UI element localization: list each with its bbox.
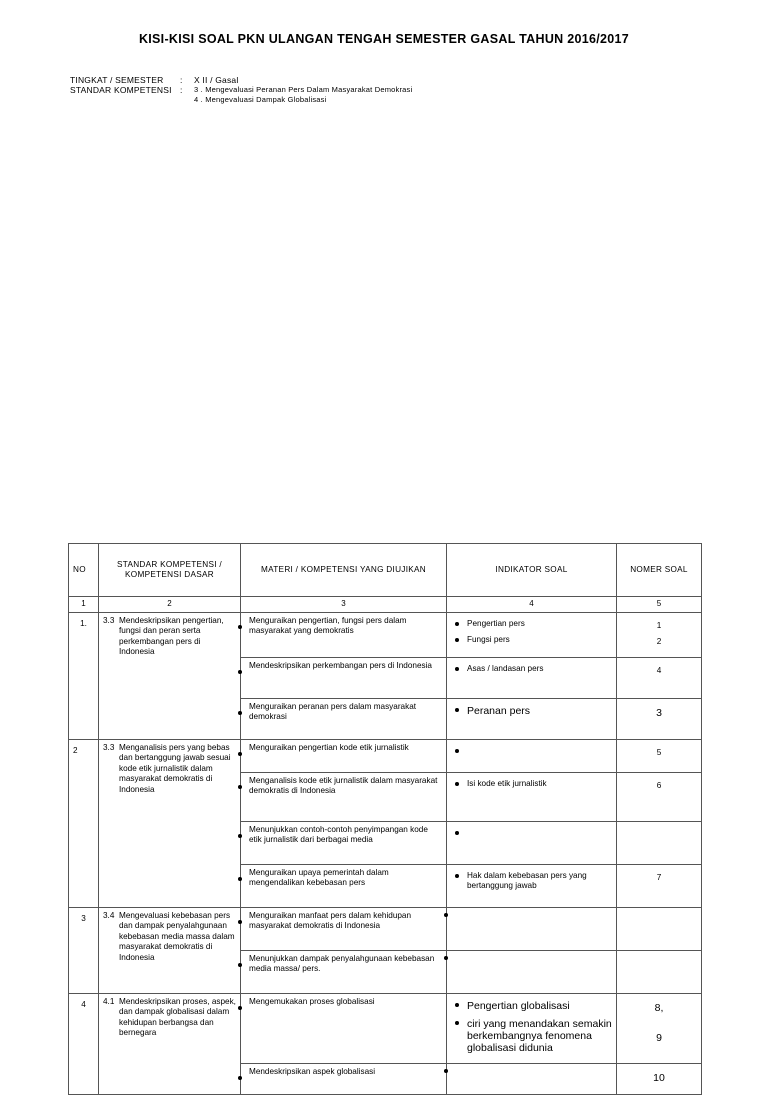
materi-cell: Mendeskripsikan perkembangan pers di Indonesia — [241, 657, 447, 698]
kompetensi-text: Mendeskripsikan proses, aspek, dan dampak globalisasi dalam kehidupan berbangsa dan bernegara — [119, 996, 236, 1037]
nomer-soal: 2 — [656, 637, 662, 646]
standar-value-2: 4 . Mengevaluasi Dampak Globalisasi — [194, 95, 327, 104]
nomer-soal-cell — [617, 907, 702, 950]
indikator-item — [451, 635, 612, 646]
nomer-soal: 10 — [653, 1071, 665, 1084]
bullet-icon — [455, 782, 459, 786]
standar-separator: : — [180, 85, 183, 95]
bullet-icon — [444, 913, 448, 917]
tingkat-label: TINGKAT / SEMESTER — [70, 75, 164, 85]
nomer-soal: 5 — [656, 747, 662, 757]
column-number: 2 — [99, 597, 241, 613]
nomer-soal: 4 — [656, 665, 662, 675]
indikator-cell — [447, 907, 617, 950]
indikator-cell — [447, 772, 617, 821]
kompetensi-code: 3.3 — [103, 742, 115, 752]
document-meta — [70, 75, 412, 105]
indikator-cell — [447, 739, 617, 772]
nomer-soal-cell — [617, 1063, 702, 1094]
indikator-text: Pengertian pers — [467, 618, 525, 628]
nomer-soal: 8, — [654, 1001, 664, 1014]
row-number: 1. — [69, 612, 99, 739]
header-indikator: INDIKATOR SOAL — [447, 544, 617, 597]
standar-value-1: 3 . Mengevaluasi Peranan Pers Dalam Masyarakat Demokrasi — [194, 85, 413, 94]
header-no: NO — [69, 544, 99, 597]
bullet-icon — [444, 1069, 448, 1073]
indikator-text: Pengertian globalisasi — [467, 999, 570, 1012]
standar-kompetensi-cell — [99, 907, 241, 993]
row-number: 2 — [69, 739, 99, 907]
indikator-text: Asas / landasan pers — [467, 663, 544, 673]
standar-kompetensi-cell — [99, 739, 241, 907]
bullet-icon — [455, 638, 459, 642]
indikator-item — [451, 746, 612, 754]
row-number: 4 — [69, 993, 99, 1094]
tingkat-separator: : — [180, 75, 183, 85]
bullet-icon — [455, 622, 459, 626]
kompetensi-text: Mendeskripsikan pengertian, fungsi dan peran serta perkembangan pers di Indonesia — [119, 615, 224, 656]
kisi-kisi-table — [68, 543, 702, 1095]
materi-cell: Menguraikan upaya pemerintah dalam mengendalikan kebebasan pers — [241, 864, 447, 907]
nomer-soal-cell — [617, 821, 702, 864]
nomer-soal-cell — [617, 864, 702, 907]
indikator-item — [451, 828, 612, 836]
kompetensi-code: 4.1 — [103, 996, 115, 1006]
materi-cell: Menganalisis kode etik jurnalistik dalam masyarakat demokratis di Indonesia — [241, 772, 447, 821]
nomer-soal-cell — [617, 739, 702, 772]
nomer-soal-cell — [617, 657, 702, 698]
bullet-icon — [455, 874, 459, 878]
nomer-soal: 7 — [656, 872, 662, 882]
indikator-cell — [447, 698, 617, 739]
table-row — [69, 739, 702, 772]
bullet-icon — [455, 708, 459, 712]
header-materi: MATERI / KOMPETENSI YANG DIUJIKAN — [241, 544, 447, 597]
nomer-soal-cell — [617, 772, 702, 821]
table-row — [69, 993, 702, 1063]
bullet-icon — [444, 956, 448, 960]
indikator-item — [451, 664, 612, 675]
indikator-text: Fungsi pers — [467, 635, 510, 644]
kompetensi-code: 3.3 — [103, 615, 115, 625]
row-number: 3 — [69, 907, 99, 993]
indikator-item — [451, 1000, 612, 1012]
materi-cell: Menguraikan pengertian, fungsi pers dalam masyarakat yang demokratis — [241, 612, 447, 657]
indikator-cell — [447, 612, 617, 657]
indikator-item — [451, 871, 612, 892]
table-row — [69, 612, 702, 657]
indikator-text: Hak dalam kebebasan pers yang bertanggung jawab — [467, 870, 587, 890]
nomer-soal: 6 — [656, 780, 662, 790]
materi-cell: Menunjukkan contoh-contoh penyimpangan kode etik jurnalistik dari berbagai media — [241, 821, 447, 864]
indikator-cell — [447, 993, 617, 1063]
tingkat-value: X II / Gasal — [194, 75, 239, 85]
materi-cell: Mendeskripsikan aspek globalisasi — [241, 1063, 447, 1094]
kompetensi-code: 3.4 — [103, 910, 115, 920]
indikator-cell — [447, 950, 617, 993]
standar-kompetensi-cell — [99, 993, 241, 1094]
nomer-soal: 1 — [656, 620, 662, 630]
column-number: 3 — [241, 597, 447, 613]
nomer-soal: 3 — [656, 706, 662, 719]
column-number: 4 — [447, 597, 617, 613]
indikator-text: Isi kode etik jurnalistik — [467, 778, 547, 788]
materi-cell: Menguraikan pengertian kode etik jurnalistik — [241, 739, 447, 772]
indikator-item — [451, 779, 612, 790]
page-title: KISI-KISI SOAL PKN ULANGAN TENGAH SEMESTER GASAL TAHUN 2016/2017 — [138, 32, 630, 46]
indikator-cell — [447, 1063, 617, 1094]
nomer-soal-cell — [617, 612, 702, 657]
column-number-row — [69, 597, 702, 613]
bullet-icon — [455, 667, 459, 671]
nomer-soal: 9 — [656, 1031, 662, 1044]
header-nomer-soal: NOMER SOAL — [617, 544, 702, 597]
kompetensi-text: Menganalisis pers yang bebas dan bertanggung jawab sesuai kode etik jurnalistik dalam masyarakat demokratis di Indonesia — [119, 742, 231, 794]
materi-cell: Menunjukkan dampak penyalahgunaan kebebasan media massa/ pers. — [241, 950, 447, 993]
indikator-text: ciri yang menandakan semakin berkembangnya fenomena globalisasi didunia — [467, 1017, 612, 1054]
indikator-cell — [447, 864, 617, 907]
indikator-cell — [447, 657, 617, 698]
standar-kompetensi-cell — [99, 612, 241, 739]
column-number: 5 — [617, 597, 702, 613]
bullet-icon — [455, 749, 459, 753]
table-header-row — [69, 544, 702, 597]
materi-cell: Menguraikan manfaat pers dalam kehidupan masyarakat demokratis di Indonesia — [241, 907, 447, 950]
standar-label: STANDAR KOMPETENSI — [70, 85, 172, 95]
bullet-icon — [455, 1003, 459, 1007]
nomer-soal-cell — [617, 698, 702, 739]
nomer-soal-cell — [617, 993, 702, 1063]
table-row — [69, 907, 702, 950]
header-standar-kompetensi: STANDAR KOMPETENSI / KOMPETENSI DASAR — [99, 544, 241, 597]
nomer-soal-cell — [617, 950, 702, 993]
indikator-item — [451, 705, 612, 717]
materi-cell: Mengemukakan proses globalisasi — [241, 993, 447, 1063]
indikator-cell — [447, 821, 617, 864]
materi-cell: Menguraikan peranan pers dalam masyarakat demokrasi — [241, 698, 447, 739]
bullet-icon — [455, 831, 459, 835]
column-number: 1 — [69, 597, 99, 613]
indikator-item — [451, 619, 612, 630]
kompetensi-text: Mengevaluasi kebebasan pers dan dampak penyalahgunaan kebebasan media massa dalam masyarakat demokratis di Indonesia — [119, 910, 235, 962]
indikator-text: Peranan pers — [467, 704, 531, 717]
indikator-item — [451, 1018, 612, 1054]
